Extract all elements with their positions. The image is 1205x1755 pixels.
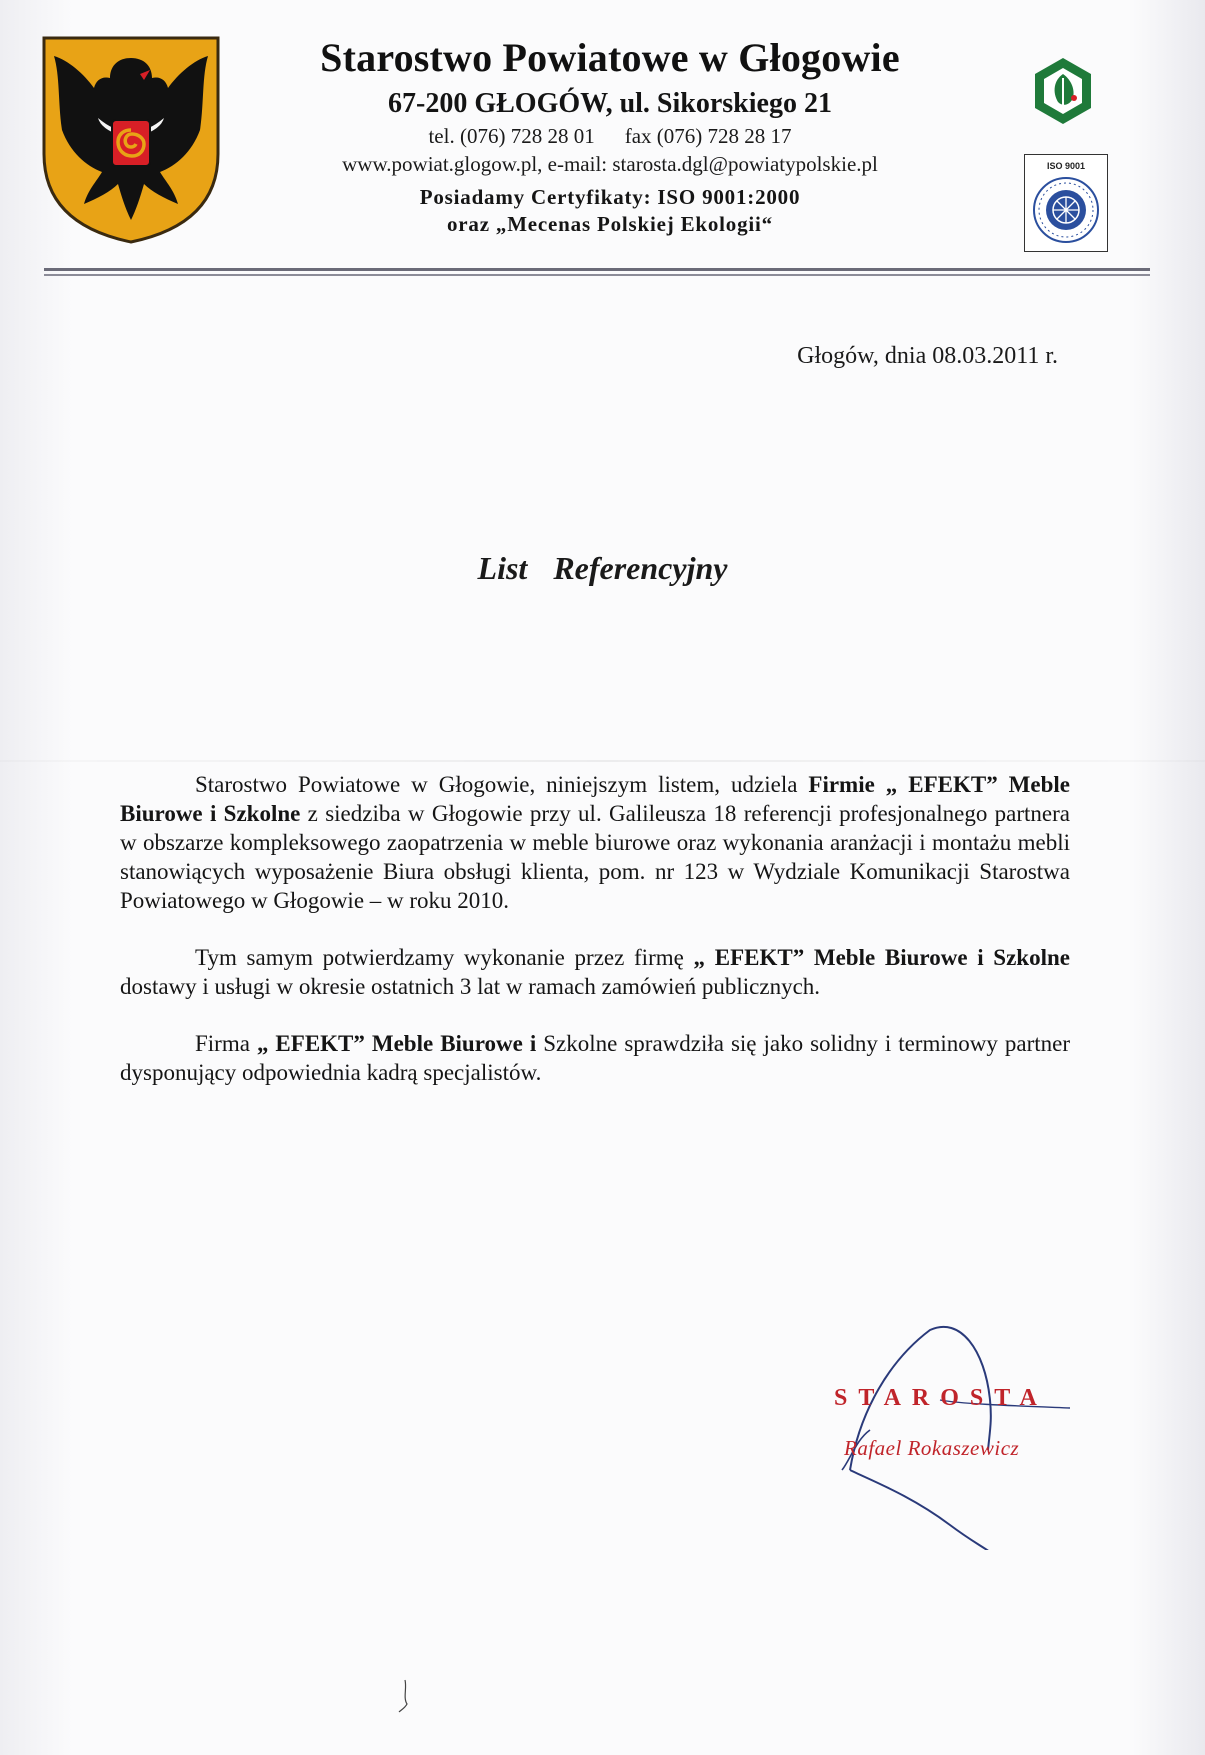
office-address: 67-200 GŁOGÓW, ul. Sikorskiego 21 xyxy=(388,88,832,119)
text-run: Starostwo Powiatowe w Głogowie, niniejszym listem, udziela xyxy=(195,772,809,797)
phone-fax-line xyxy=(240,122,980,150)
text-run: Firmie „ EFEKT” Meble Biurowe i Szkolne xyxy=(120,772,1070,826)
eco-patron-logo-icon xyxy=(1032,56,1094,126)
handwritten-signature xyxy=(840,1320,1080,1550)
fax-number: fax (076) 728 28 17 xyxy=(624,124,792,148)
header-rule xyxy=(44,268,1150,271)
phone-number: tel. (076) 728 28 01 xyxy=(428,124,595,148)
scan-mark xyxy=(395,1678,415,1714)
text-run: dostawy i usługi w okresie ostatnich 3 lat w ramach zamówień publicznych. xyxy=(120,974,821,999)
body-paragraph-2 xyxy=(120,943,1070,1001)
document-title: List Referencyjny xyxy=(477,550,728,586)
iso-certificate-badge xyxy=(1024,154,1108,252)
signatory-title: STAROSTA xyxy=(834,1385,1048,1411)
text-run: Szkolne sprawdziła się jako solidny i terminowy partner dysponujący odpowiednia kadrą specjalistów. xyxy=(120,1031,1070,1085)
text-run: Firma xyxy=(195,1031,257,1056)
header-rule-thin xyxy=(44,274,1150,276)
certificates-line-2: oraz „Mecenas Polskiej Ekologii“ xyxy=(447,212,773,236)
text-run: „ EFEKT” Meble Biurowe i xyxy=(256,1031,537,1056)
certificates-line-1: Posiadamy Certyfikaty: ISO 9001:2000 xyxy=(419,185,801,209)
body-paragraph-1 xyxy=(120,770,1070,915)
text-run: z siedziba w Głogowie przy ul. Galileusza 18 referencji profesjonalnego partnera w obszarze kompleksowego zaopatrzenia w meble biurowe oraz wykonania aranżacji i montażu mebli stanowiących wyposażenie Biura obsługi klienta, pom. nr 123 w Wydziale Komunikacji Starostwa Powiatowego w Głogowie – w roku 2010. xyxy=(120,801,1070,913)
paper-fold xyxy=(0,760,1205,762)
web-email-line: www.powiat.glogow.pl, e-mail: starosta.dgl@powiatypolskie.pl xyxy=(342,152,878,176)
letter-body xyxy=(120,770,1070,1115)
iso-seal-icon xyxy=(1031,175,1101,245)
coat-of-arms-icon xyxy=(40,34,222,246)
office-name: Starostwo Powiatowe w Głogowie xyxy=(320,35,900,80)
text-run: Tym samym potwierdzamy wykonanie przez firmę xyxy=(195,945,694,970)
letterhead xyxy=(240,34,980,238)
text-run: „ EFEKT” Meble Biurowe i Szkolne xyxy=(693,945,1070,970)
signatory-name: Rafael Rokaszewicz xyxy=(844,1436,1020,1460)
letter-date: Głogów, dnia 08.03.2011 r. xyxy=(797,343,1058,369)
body-paragraph-3 xyxy=(120,1029,1070,1087)
iso-badge-label: ISO 9001 xyxy=(1046,161,1086,171)
